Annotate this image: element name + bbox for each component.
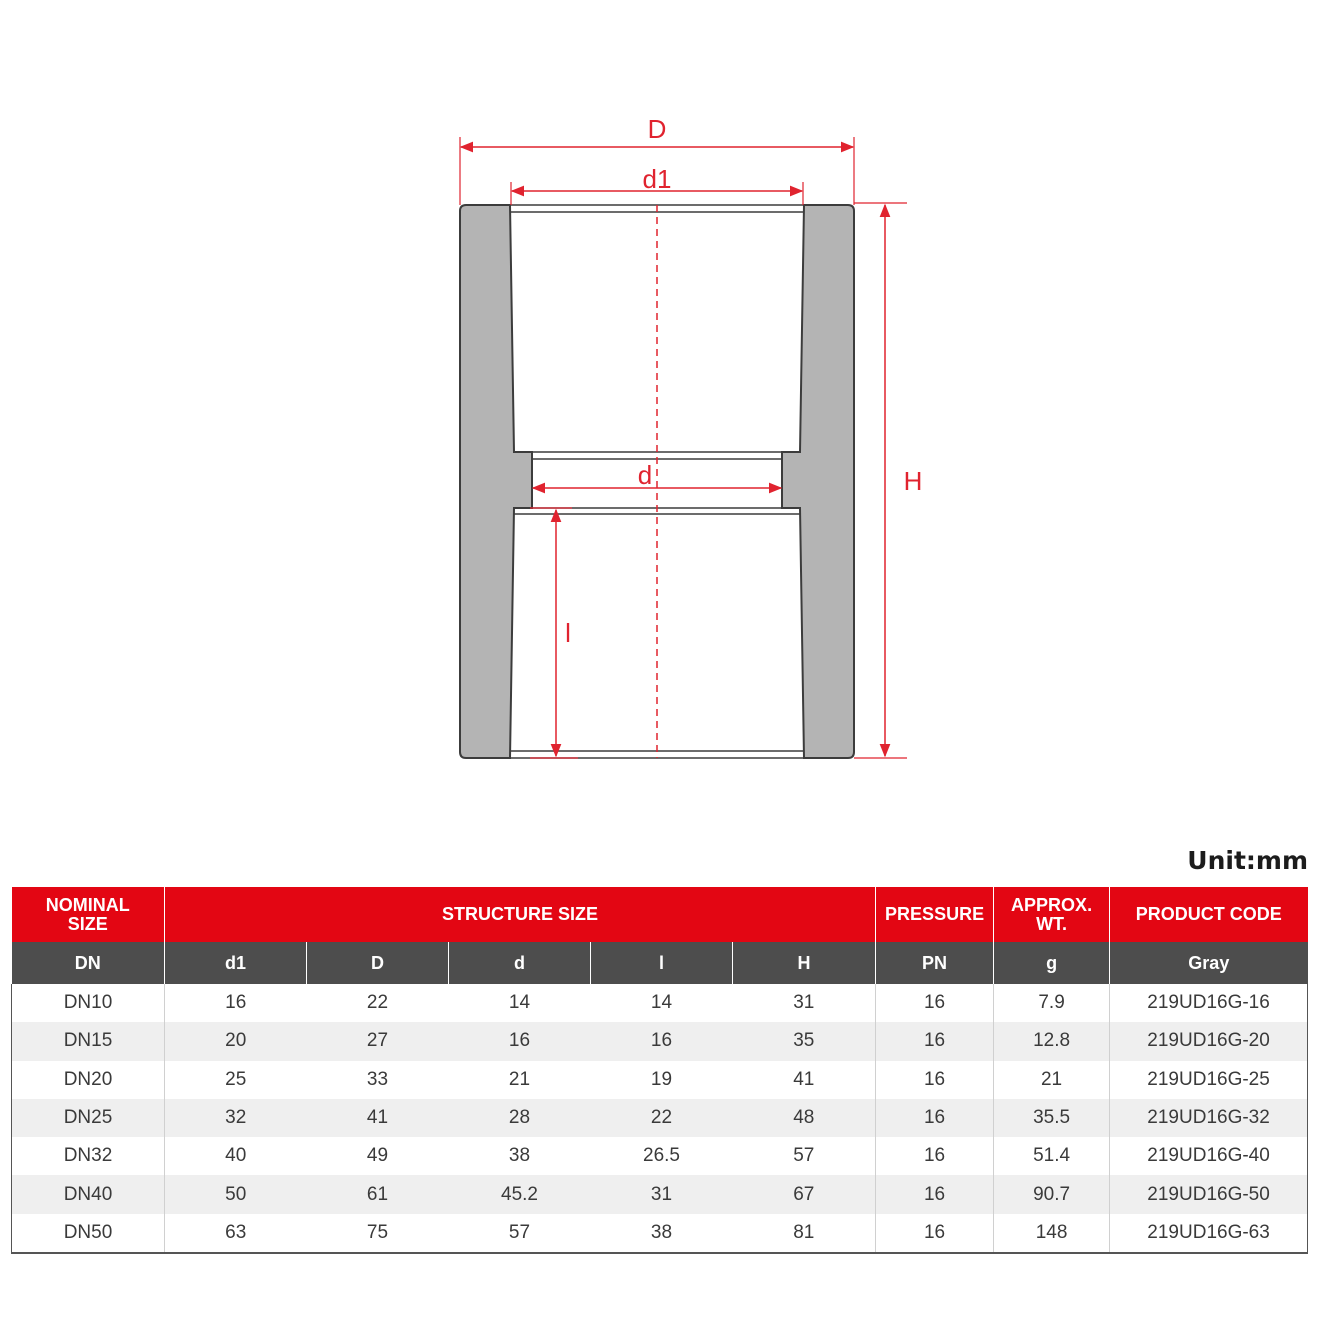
- cell-l: 26.5: [643, 1145, 680, 1167]
- cell-pn: 16: [876, 1099, 994, 1137]
- cell-weight: 7.9: [994, 984, 1110, 1022]
- cell-weight: 51.4: [994, 1137, 1110, 1175]
- header-approx-weight-text: APPROX. WT.: [1011, 894, 1093, 934]
- cell-d1: 25: [225, 1068, 247, 1090]
- header-nominal-size-text: NOMINAL SIZE: [45, 894, 130, 934]
- subheader-l: l: [591, 942, 733, 984]
- cell-H: 67: [733, 1175, 876, 1213]
- table-row: [12, 1099, 1308, 1137]
- table-row: [12, 1022, 1308, 1060]
- cell-D: 75: [366, 1221, 389, 1243]
- cell-weight: 35.5: [994, 1099, 1110, 1137]
- cell-D: 61: [307, 1175, 449, 1213]
- subheader-dn: DN: [12, 942, 165, 984]
- cell-dn: DN15: [12, 1022, 165, 1060]
- H-label: H: [903, 466, 923, 496]
- cell-l: 22: [591, 1099, 733, 1137]
- cell-D: 22: [366, 992, 389, 1014]
- cell-l: 38: [650, 1221, 673, 1243]
- cell-weight: 21: [994, 1061, 1110, 1099]
- table-row: [12, 1137, 1308, 1175]
- table-row: [12, 1214, 1308, 1253]
- cell-product-code: 219UD16G-63: [1110, 1214, 1308, 1253]
- cell-dn: DN20: [12, 1061, 165, 1099]
- cell-dn: DN25: [12, 1099, 165, 1137]
- sub-header-row: [12, 942, 1308, 984]
- cell-d1: 50: [165, 1175, 307, 1213]
- cell-H: 35: [733, 1022, 876, 1060]
- cell-H: 31: [733, 984, 876, 1022]
- unit-label: Unit:mm: [1187, 846, 1308, 875]
- cell-product-code: 219UD16G-32: [1110, 1099, 1308, 1137]
- cell-d: 28: [449, 1099, 591, 1137]
- subheader-g: g: [994, 942, 1110, 984]
- d-label: d: [637, 460, 653, 490]
- cell-pn: 16: [876, 1022, 994, 1060]
- cell-pn: 16: [876, 1214, 994, 1253]
- table-row: [12, 984, 1308, 1022]
- d1-label: d1: [642, 164, 672, 194]
- subheader-H: H: [733, 942, 876, 984]
- cell-H: 81: [733, 1214, 876, 1253]
- header-approx-weight: [994, 887, 1110, 942]
- cell-d: 38: [508, 1145, 531, 1167]
- cell-product-code: 219UD16G-50: [1110, 1175, 1308, 1213]
- cell-d1: 32: [165, 1099, 307, 1137]
- cell-pn: 16: [876, 1137, 994, 1175]
- cell-d1: 40: [225, 1145, 247, 1167]
- header-nominal-size: [12, 887, 165, 942]
- cell-H: 48: [733, 1099, 876, 1137]
- cell-d: 14: [508, 992, 531, 1014]
- cell-l: 14: [650, 992, 673, 1014]
- cell-d: 45.2: [449, 1175, 591, 1213]
- cell-l: 16: [591, 1022, 733, 1060]
- subheader-d: d: [449, 942, 591, 984]
- spec-table: [11, 887, 1308, 1254]
- subheader-D: D: [307, 942, 449, 984]
- cell-dn: DN40: [12, 1175, 165, 1213]
- header-structure-size: STRUCTURE SIZE: [165, 887, 876, 942]
- left-wall: [460, 205, 532, 758]
- l-label: l: [565, 618, 571, 648]
- cell-pn: 16: [876, 1061, 994, 1099]
- cell-d: 16: [449, 1022, 591, 1060]
- cell-pn: 16: [876, 984, 994, 1022]
- group-header-row: [12, 887, 1308, 942]
- cell-d: 21: [508, 1068, 531, 1090]
- cell-product-code: 219UD16G-25: [1110, 1061, 1308, 1099]
- right-wall: [782, 205, 854, 758]
- table-row: [12, 1061, 1308, 1099]
- cell-product-code: 219UD16G-40: [1110, 1137, 1308, 1175]
- cell-D: 33: [366, 1068, 389, 1090]
- table-row: [12, 1175, 1308, 1213]
- cell-H: 41: [733, 1061, 876, 1099]
- cell-D: 41: [307, 1099, 449, 1137]
- cell-weight: 12.8: [994, 1022, 1110, 1060]
- cell-pn: 16: [876, 1175, 994, 1213]
- cell-product-code: 219UD16G-20: [1110, 1022, 1308, 1060]
- D-label: D: [647, 114, 667, 144]
- header-pressure: PRESSURE: [876, 887, 994, 942]
- cell-l: 31: [591, 1175, 733, 1213]
- cell-d1: 16: [225, 992, 247, 1014]
- cell-weight: 148: [994, 1214, 1110, 1253]
- cell-H: 57: [733, 1137, 876, 1175]
- cell-dn: DN10: [12, 984, 165, 1022]
- subheader-gray: Gray: [1110, 942, 1308, 984]
- header-product-code: PRODUCT CODE: [1110, 887, 1308, 942]
- subheader-pn: PN: [876, 942, 994, 984]
- cell-D: 49: [366, 1145, 389, 1167]
- cell-l: 19: [650, 1068, 673, 1090]
- cell-dn: DN50: [12, 1214, 165, 1253]
- cell-weight: 90.7: [994, 1175, 1110, 1213]
- cell-D: 27: [307, 1022, 449, 1060]
- cell-dn: DN32: [12, 1137, 165, 1175]
- cell-product-code: 219UD16G-16: [1110, 984, 1308, 1022]
- cell-d1: 20: [165, 1022, 307, 1060]
- cell-d1: 63: [225, 1221, 247, 1243]
- cell-d: 57: [508, 1221, 531, 1243]
- subheader-d1: d1: [165, 942, 307, 984]
